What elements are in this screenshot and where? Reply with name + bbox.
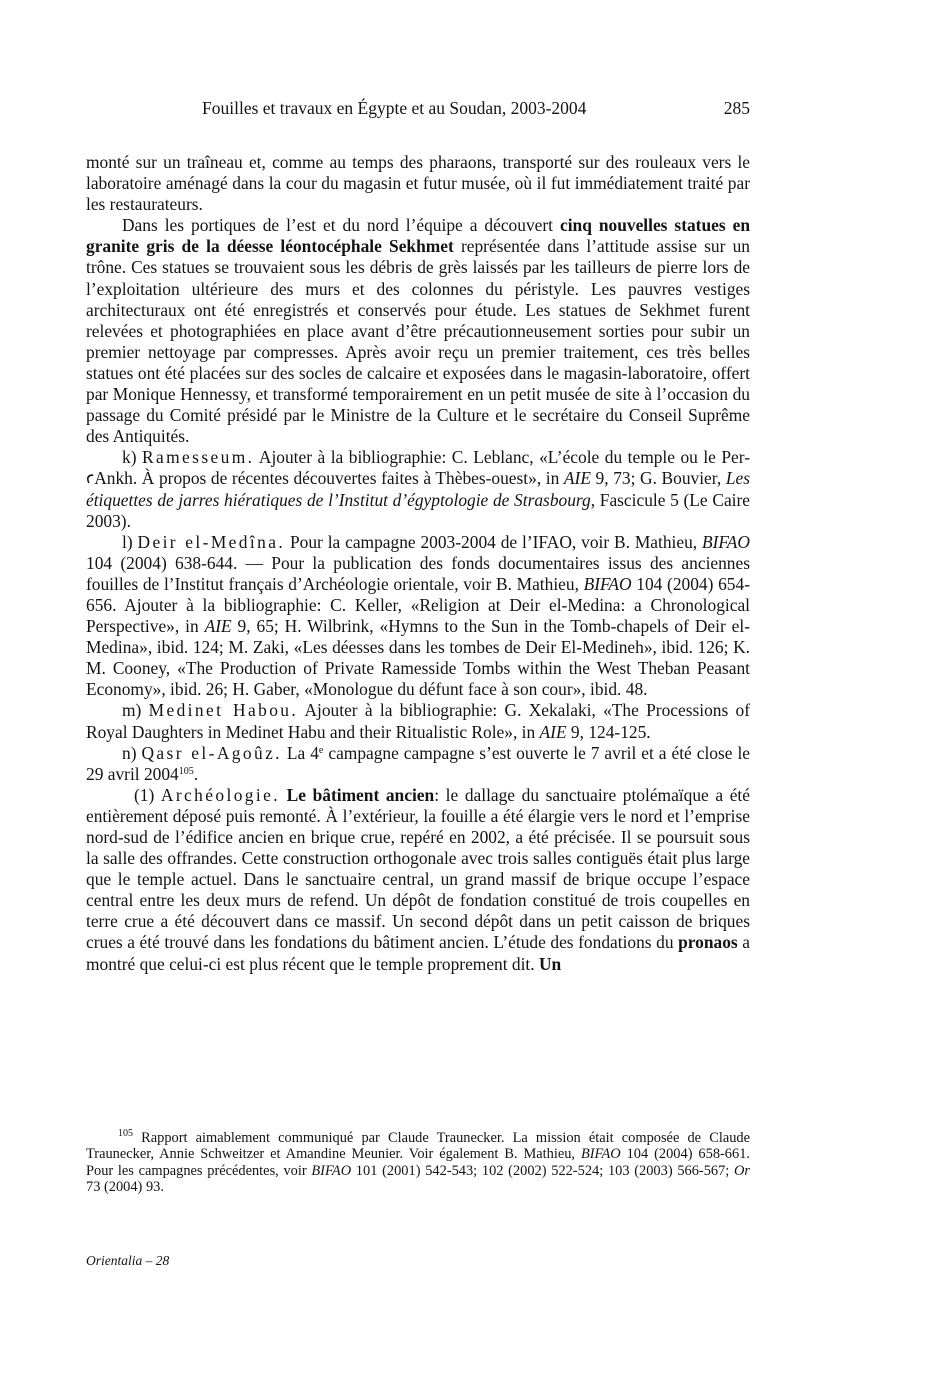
paragraph-archeologie [86,785,750,975]
footnote-105 [86,1130,750,1195]
text-run: a montré que celui-ci est plus récent que le temple proprement dit. [86,932,750,974]
text-run: La 4 [281,742,319,763]
page-number: 285 [723,98,750,118]
text-run: : le dallage du sanctuaire ptolémaïque a été entièrement déposé puis remonté. À l’extérieur, la fouille a été élargie vers le nord et l’emprise nord-sud de l’édifice ancien en brique crue, repéré en 2002, a été précisée. Il se poursuit sous la salle des offrandes. Cette construction orthogonale avec trois salles contiguës était plus large que le temple actuel. Dans le sanctuaire central, un grand massif de brique occupe l’espace central entre les deux murs de refend. Un dépôt de fondation constitué de trois coupelles en terre crue a été découvert dans ce massif. Un second dépôt dans un petit caisson de briques crues a été trouvé dans les fondations du bâtiment ancien. L’étude des fondations du [86,784,750,953]
paragraph-ramesseum [86,447,750,531]
journal-abbrev: BIFAO [311,1162,352,1179]
journal-abbrev: Or [734,1162,751,1179]
journal-abbrev: BIFAO [702,531,750,552]
bold-text: cinq nouvelles statues en granite gris de la déesse léontocéphale Sekhmet [86,215,750,257]
paragraph-deir-el-medina [86,532,750,701]
ordinal-superscript: e [318,744,324,756]
main-text [86,152,750,975]
journal-abbrev: BIFAO [580,1146,621,1163]
site-name: Ramesseum. [141,447,255,468]
text-run: Ajouter à la bibliographie: G. Xekalaki, «The Processions of Royal Daughters in Medinet Habu and their Ritualistic Role», in [86,700,751,742]
item-label: m) [122,700,149,721]
running-header [86,98,750,122]
text-run: campagne campagne s’est ouverte le 7 avril et a été close le 29 avril 2004 [86,742,750,784]
paragraph-medinet-habou [86,700,750,742]
bold-text: Un [538,953,562,974]
text-run: représentée dans l’attitude assise sur un trône. Ces statues se trouvaient sous les débris de grès laissés par les tailleurs de pierre lors de l’exploitation ultérieure des murs et des colonnes du péristyle. Les pauvres vestiges architecturaux ont été enregistrés et conservés pour étude. Les statues de Sekhmet furent relevées et photographiées en place avant d’être précautionneusement sorties pour subir un premier nettoyage par compresses. Après avoir reçu un premier traitement, ces très belles statues ont été placées sur des socles de calcaire et exposées dans le magasin-laboratoire, offert par Monique Hennessy, et transformé temporairement en un petit musée de site à l’occasion du passage du Comité présidé par le Ministre de la Culture et le secrétaire du Conseil Suprême des Antiquités. [86,236,751,447]
bold-text: pronaos [678,932,738,953]
item-label: n) [122,742,142,763]
journal-abbrev: AIE [204,616,232,637]
text-run: 73 (2004) 93. [86,1178,164,1195]
text-run: 104 (2004) 658-661. Pour les campagnes précédentes, voir [86,1146,750,1179]
text-run: 9, 124-125. [566,721,651,742]
journal-abbrev: AIE [539,721,567,742]
paragraph-sekhmet [86,215,750,447]
text-run: 101 (2001) 542-543; 102 (2002) 522-524; 103 (2003) 566-567; [351,1162,735,1179]
site-name: Qasr el-Agoûz. [141,742,282,763]
text-run: Rapport aimablement communiqué par Claude Traunecker. La mission était composée de Claude Traunecker, Annie Schweitzer et Amandine Meunier. Voir également B. Mathieu, [86,1130,750,1163]
item-label: (1) [134,784,161,805]
item-label: l) [122,531,138,552]
text-run: 104 (2004) 638-644. — Pour la publication des fonds documentaires issus des anciennes fouilles de l’Institut français d’Archéologie orientale, voir B. Mathieu, [86,552,750,594]
journal-abbrev: AIE [563,468,591,489]
footnote-reference: 105 [178,765,194,777]
paragraph-qasr-el-agouz [86,743,750,785]
running-title: Fouilles et travaux en Égypte et au Soudan, 2003-2004 [202,98,587,118]
section-name: Archéologie. [160,784,281,805]
text-run: Dans les portiques de l’est et du nord l’équipe a découvert [122,215,560,236]
bold-text: Le bâtiment ancien [286,784,435,805]
text-run: Ajouter à la bibliographie: C. Leblanc, «L’école du temple ou le Per-ꜥAnkh. À propos de récentes découvertes faites à Thèbes-ouest», in [86,447,750,489]
text-run: Pour la campagne 2003-2004 de l’IFAO, voir B. Mathieu, [285,531,703,552]
text-run [280,785,287,805]
signature-mark: Orientalia – 28 [86,1253,170,1268]
journal-abbrev: BIFAO [583,573,632,594]
paragraph-continuation [86,152,750,215]
item-label: k) [122,447,142,468]
text-run: 9, 73; G. Bouvier, [590,468,726,489]
text-run: monté sur un traîneau et, comme au temps des pharaons, transporté sur des rouleaux vers le laboratoire aménagé dans la cour du magasin et futur musée, où il fut immédiatement traité par les restaurateurs. [86,152,750,215]
text-run: . [193,763,199,784]
site-name: Medinet Habou. [148,700,299,721]
site-name: Deir el-Medîna. [137,531,286,552]
footnotes [86,1130,750,1195]
text-run: 104 (2004) 654-656. Ajouter à la bibliographie: C. Keller, «Religion at Deir el-Medina: a Chronological Perspective», in [86,573,750,637]
text-run: 9, 65; H. Wilbrink, «Hymns to the Sun in the Tomb-chapels of Deir el-Medina», ibid. 124; M. Zaki, «Les déesses dans les tombes de Deir El-Medineh», ibid. 126; K. M. Cooney, «The Production of Private Ramesside Tombs within the West Theban Peasant Economy», ibid. 26; H. Gaber, «Monologue du défunt face à son cour», ibid. 48. [86,616,750,700]
book-title: Les étiquettes de jarres hiératiques de l’Institut d’égyptologie de Strasbourg [86,468,750,510]
text-run: , Fascicule 5 (Le Caire 2003). [86,489,750,531]
footnote-number: 105 [118,1128,133,1139]
